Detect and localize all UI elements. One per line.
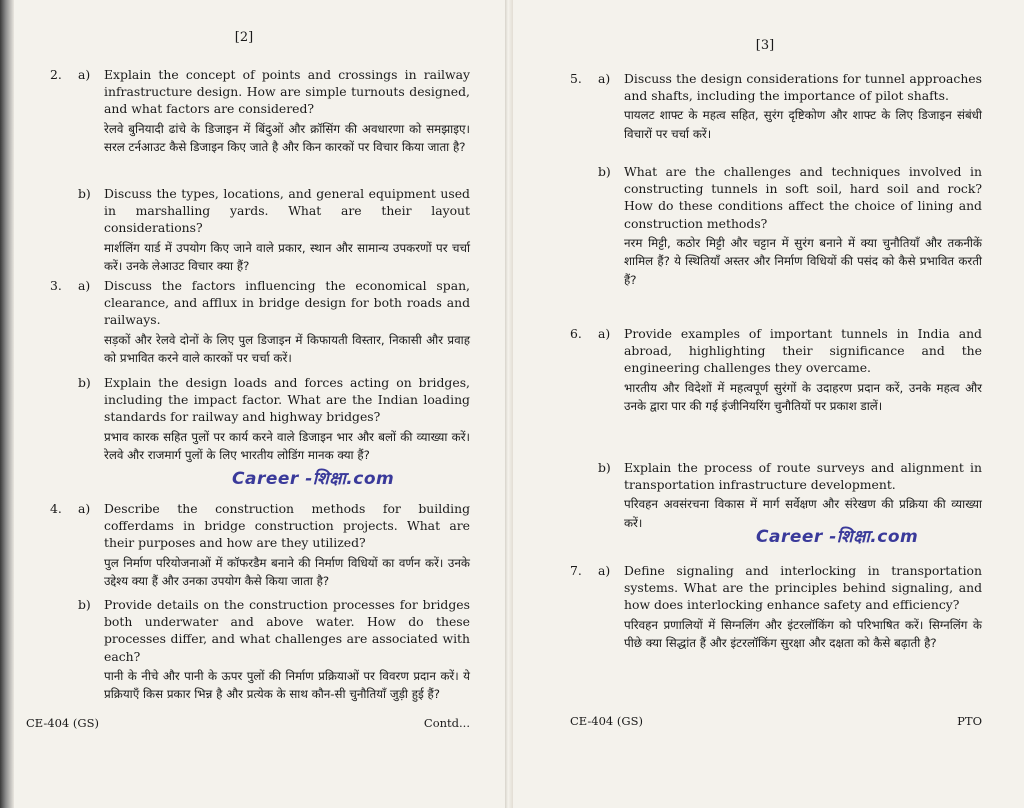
question-text-hi: प्रभाव कारक सहित पुलों पर कार्य करने वाले डिजाइन भार और बलों की व्याख्या करें। रेलवे और राजमार्ग पुलों के लिए भारतीय लोडिंग मानक क्या हैं? — [104, 429, 470, 463]
question-text-en: Discuss the types, locations, and general equipment used in marshalling yards. What are their layout considerations? — [104, 186, 470, 236]
question-part: b) — [78, 186, 91, 201]
question-part: a) — [598, 563, 611, 578]
question-text-en: Explain the process of route surveys and alignment in transportation infrastructure development. — [624, 460, 982, 493]
question-part: b) — [78, 375, 91, 390]
question-text-hi: पुल निर्माण परियोजनाओं में कॉफरडैम बनाने की निर्माण विधियों का वर्णन करें। उनके उद्देश्य क्या हैं और उनका उपयोग कैसे किया जाता है? — [104, 555, 470, 589]
question-part: a) — [78, 501, 91, 516]
question-text-en: Provide details on the construction processes for bridges both underwater and above water. How do these processes differ, and what challenges are associated with each? — [104, 597, 470, 664]
question-text-hi: भारतीय और विदेशों में महत्वपूर्ण सुरंगों के उदाहरण प्रदान करें, उनके महत्व और उनके द्वारा पार की गई इंजीनियरिंग चुनौतियों पर प्रकाश डालें। — [624, 380, 982, 414]
question-text-en: Define signaling and interlocking in transportation systems. What are the principles behind signaling, and how does interlocking enhance safety and efficiency? — [624, 563, 982, 613]
question-number: 3. — [50, 278, 62, 293]
question-text-hi: परिवहन प्रणालियों में सिग्नलिंग और इंटरलॉकिंग को परिभाषित करें। सिग्नलिंग के पीछे क्या सिद्धांत हैं और इंटरलॉकिंग सुरक्षा और दक्षता को कैसे बढ़ाती है? — [624, 617, 982, 651]
question-number: 7. — [570, 563, 582, 578]
paper-edge-shadow — [0, 0, 14, 808]
question-part: a) — [78, 67, 91, 82]
course-code: CE-404 (GS) — [570, 714, 643, 728]
question-part: b) — [598, 164, 611, 179]
question-number: 4. — [50, 501, 62, 516]
pto-label: PTO — [957, 714, 982, 728]
question-text-hi: सड़कों और रेलवे दोनों के लिए पुल डिजाइन में किफायती विस्तार, निकासी और प्रवाह को प्रभावित करने वाले कारकों पर चर्चा करें। — [104, 332, 470, 366]
page-number: [2] — [234, 30, 254, 45]
watermark: Career -शिक्षा.com — [232, 469, 395, 489]
left-page — [18, 0, 470, 808]
question-number: 2. — [50, 67, 62, 82]
question-part: a) — [598, 326, 611, 341]
question-part: a) — [78, 278, 91, 293]
question-text-en: Discuss the factors influencing the economical span, clearance, and afflux in bridge design for both roads and railways. — [104, 278, 470, 328]
question-part: b) — [598, 460, 611, 475]
page-number: [3] — [755, 38, 775, 53]
question-number: 6. — [570, 326, 582, 341]
continued-label: Contd... — [423, 716, 470, 730]
question-text-hi: नरम मिट्टी, कठोर मिट्टी और चट्टान में सुरंग बनाने में क्या चुनौतियाँ और तकनीकें शामिल हैं? ये स्थितियाँ अस्तर और निर्माण विधियों की पसंद को कैसे प्रभावित करती हैं? — [624, 235, 982, 287]
question-text-en: Discuss the design considerations for tunnel approaches and shafts, including the importance of pilot shafts. — [624, 71, 982, 104]
question-text-en: Explain the design loads and forces acting on bridges, including the impact factor. What are the Indian loading standards for railway and highway bridges? — [104, 375, 470, 425]
question-text-en: Explain the concept of points and crossings in railway infrastructure design. How are simple turnouts designed, and what factors are considered? — [104, 67, 470, 117]
question-text-hi: पानी के नीचे और पानी के ऊपर पुलों की निर्माण प्रक्रियाओं पर विवरण प्रदान करें। ये प्रक्रियाएँ किस प्रकार भिन्न है और प्रत्येक के साथ कौन-सी चुनौतियाँ जुड़ी हुई हैं? — [104, 668, 470, 702]
watermark: Career -शिक्षा.com — [756, 527, 919, 547]
question-text-hi: मार्शलिंग यार्ड में उपयोग किए जाने वाले प्रकार, स्थान और सामान्य उपकरणों पर चर्चा करें। उनके लेआउट विचार क्या हैं? — [104, 240, 470, 274]
page-gutter — [505, 0, 513, 808]
question-part: b) — [78, 597, 91, 612]
question-text-en: Describe the construction methods for building cofferdams in bridge construction projects. What are their purposes and how are they utilized? — [104, 501, 470, 551]
course-code: CE-404 (GS) — [26, 716, 99, 730]
question-text-hi: रेलवे बुनियादी ढांचे के डिजाइन में बिंदुओं और क्रॉसिंग की अवधारणा को समझाइए। सरल टर्नआउट कैसे डिजाइन किए जाते है और किन कारकों पर विचार किया जाता है? — [104, 121, 470, 155]
question-text-hi: परिवहन अवसंरचना विकास में मार्ग सर्वेक्षण और संरेखण की प्रक्रिया की व्याख्या करें। — [624, 497, 982, 530]
question-number: 5. — [570, 71, 582, 86]
right-page — [548, 0, 982, 808]
question-part: a) — [598, 71, 611, 86]
question-text-hi: पायलट शाफ्ट के महत्व सहित, सुरंग दृष्टिकोण और शाफ्ट के लिए डिजाइन संबंधी विचारों पर चर्चा करें। — [624, 108, 982, 141]
question-text-en: What are the challenges and techniques involved in constructing tunnels in soft soil, hard soil and rock? How do these conditions affect the choice of lining and construction methods? — [624, 164, 982, 231]
question-text-en: Provide examples of important tunnels in India and abroad, highlighting their significance and the engineering challenges they overcame. — [624, 326, 982, 376]
